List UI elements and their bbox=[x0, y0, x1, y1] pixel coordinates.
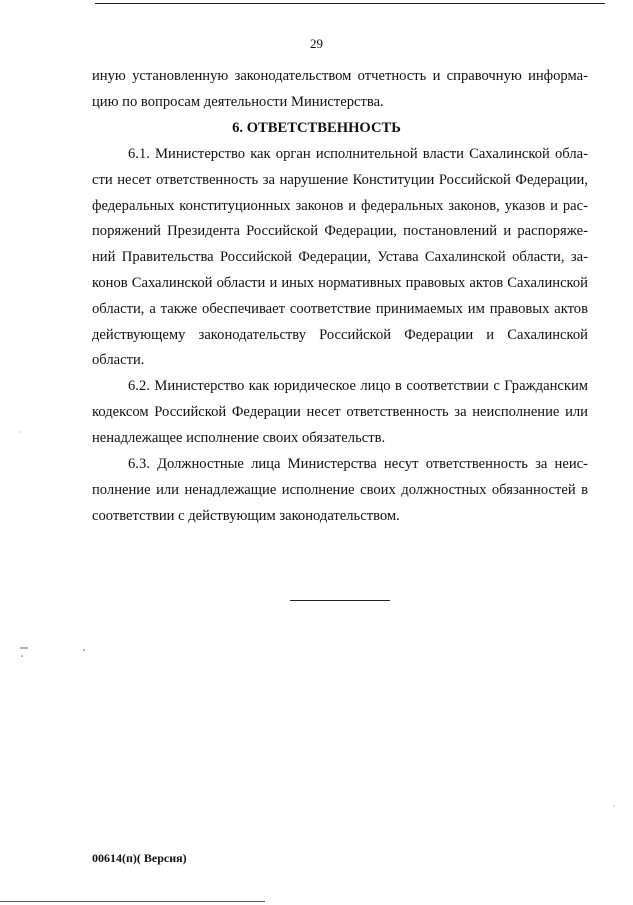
top-border-rule bbox=[95, 3, 605, 4]
continuation-paragraph: иную установленную законодательством отчетность и справочную информацию по вопросам деятельности Министерства. bbox=[92, 68, 588, 110]
section-heading: 6. ОТВЕТСТВЕННОСТЬ bbox=[232, 120, 401, 136]
bottom-scan-edge bbox=[0, 901, 265, 902]
page-number: 29 bbox=[310, 36, 323, 51]
paragraph-6-2: 6.2. Министерство как юридическое лицо в соответствии с Гражданским кодексом Российской Федерации несет ответственность за неисполнение или ненадлежащее исполнение своих обязательств. bbox=[92, 378, 588, 446]
end-of-text-rule bbox=[290, 600, 390, 601]
paragraph-6-1: 6.1. Министерство как орган исполнительной власти Сахалинской области несет ответственность за нарушение Конституции Российской Федерации, федеральных конституционных законов и федеральных законов, указов и распоряжений Президента Российской Федерации, постановлений и распоряжений Правительства Российской Федерации, Устава Сахалинской области, законов Сахалинской области и иных нормативных правовых актов Сахалинской области, а также обеспечивает соответствие принимаемых им правовых актов действующему законодательству Российской Федерации и Сахалинской области. bbox=[92, 146, 588, 369]
paragraph-6-3: 6.3. Должностные лица Министерства несут ответственность за неисполнение или ненадлежащие исполнение своих должностных обязанностей в соответствии с действующим законодательством. bbox=[92, 456, 588, 524]
document-code: 00614(п)( Версия) bbox=[92, 851, 187, 865]
